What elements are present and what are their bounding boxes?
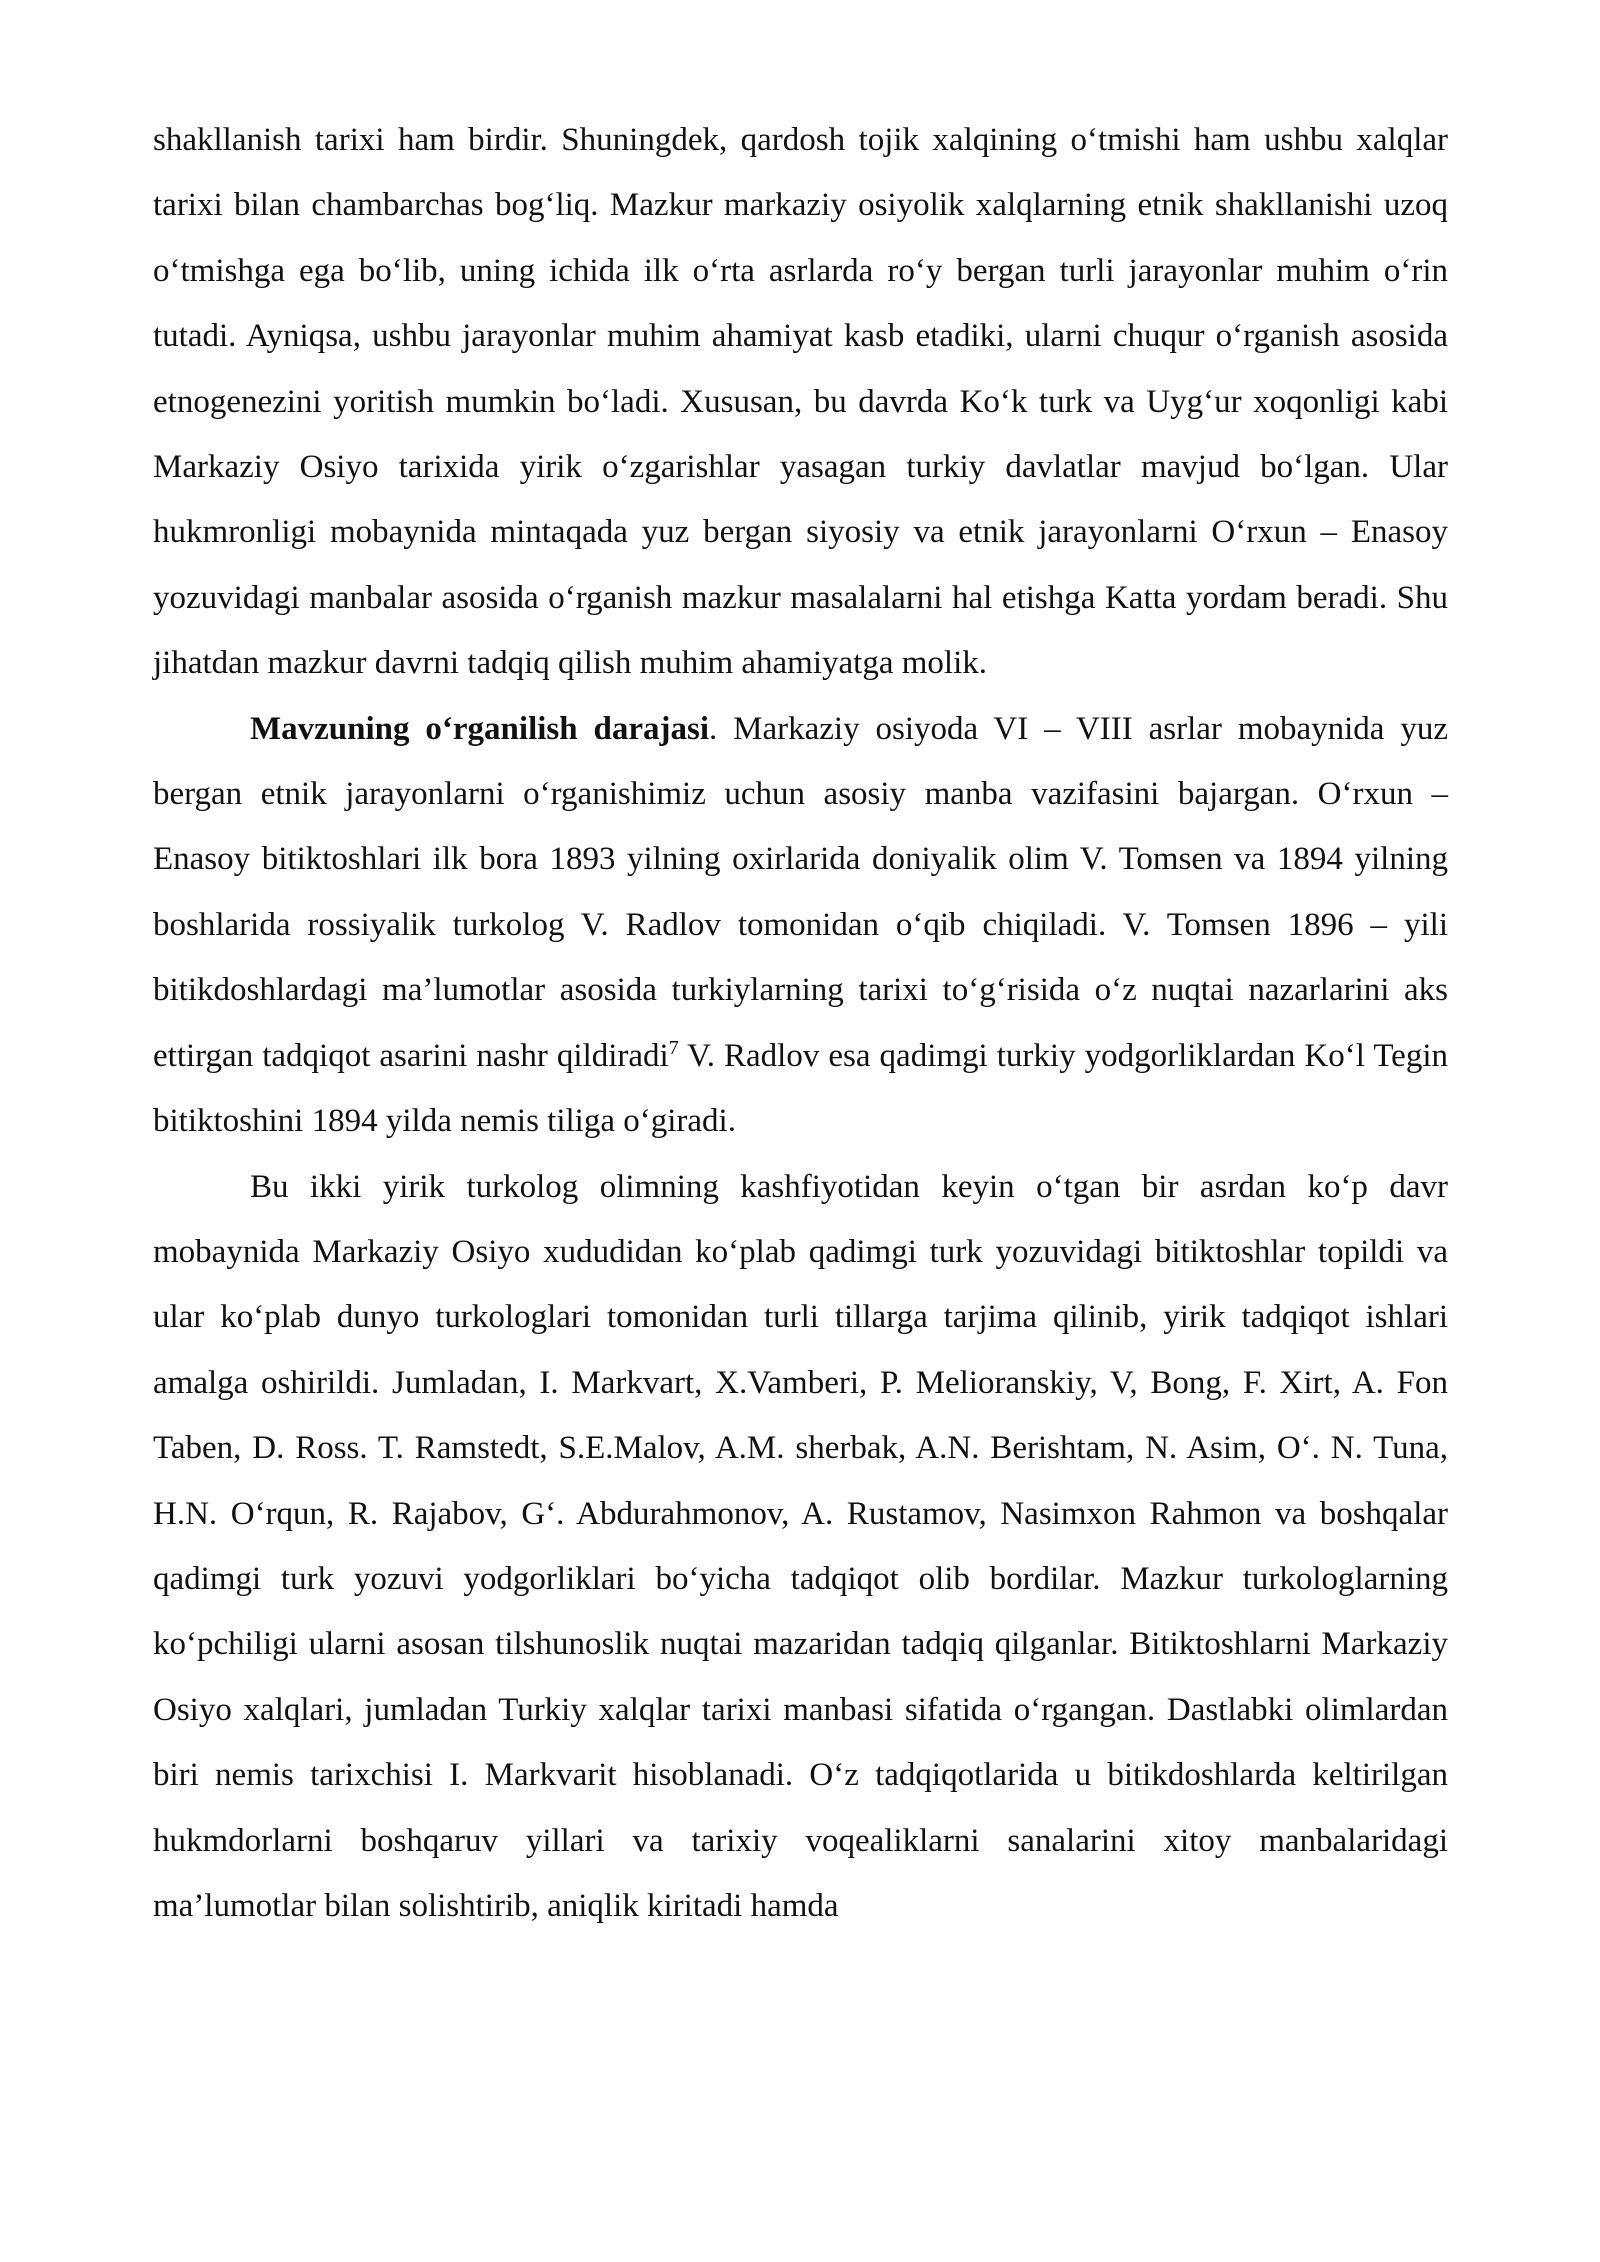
paragraph-intro-text: shakllanish tarixi ham birdir. Shuningdek, qardosh tojik xalqining o‘tmishi ham ushbu xalqlar tarixi bilan chambarchas bog‘liq. Mazkur markaziy osiyolik xalqlarning etnik shakllanishi uzoq o‘tmishga ega bo‘lib, uning ichida ilk o‘rta asrlarda ro‘y bergan turli jarayonlar muhim o‘rin tutadi. Ayniqsa, ushbu jarayonlar muhim ahamiyat kasb etadiki, ularni chuqur o‘rganish asosida etnogenezini yoritish mumkin bo‘ladi. Xususan, bu davrda Ko‘k turk va Uyg‘ur xoqonligi kabi Markaziy Osiyo tarixida yirik o‘zgarishlar yasagan turkiy davlatlar mavjud bo‘lgan. Ular hukmronligi mobaynida mintaqada yuz bergan siyosiy va etnik jarayonlarni O‘rxun – Enasoy yozuvidagi manbalar asosida o‘rganish mazkur masalalarni hal etishga Katta yordam beradi. Shu jihatdan mazkur davrni tadqiq qilish muhim ahamiyatga molik. [153, 122, 1448, 682]
footnote-reference[interactable]: 7 [668, 1036, 679, 1059]
paragraph-intro [153, 108, 1448, 697]
paragraph-study-level-text-continued: V. Radlov esa qadimgi turkiy yodgorliklardan Ko‘l Tegin bitiktoshini 1894 yilda nemis tiliga o‘giradi. [153, 1037, 1448, 1140]
document-page [153, 108, 1448, 1939]
paragraph-study-level [153, 697, 1448, 1155]
paragraph-turkologists [153, 1155, 1448, 1940]
section-heading-inline: Mavzuning o‘rganilish darajasi [250, 710, 709, 747]
paragraph-turkologists-text: Bu ikki yirik turkolog olimning kashfiyotidan keyin o‘tgan bir asrdan ko‘p davr mobaynida Markaziy Osiyo xududidan ko‘plab qadimgi turk yozuvidagi bitiktoshlar topildi va ular ko‘plab dunyo turkologlari tomonidan turli tillarga tarjima qilinib, yirik tadqiqot ishlari amalga oshirildi. Jumladan, I. Markvart, X.Vamberi, P. Melioranskiy, V, Bong, F. Xirt, A. Fon Taben, D. Ross. T. Ramstedt, S.E.Malov, A.M. sherbak, A.N. Berishtam, N. Asim, O‘. N. Tuna, H.N. O‘rqun, R. Rajabov, G‘. Abdurahmonov, A. Rustamov, Nasimxon Rahmon va boshqalar qadimgi turk yozuvi yodgorliklari bo‘yicha tadqiqot olib bordilar. Mazkur turkologlarning ko‘pchiligi ularni asosan tilshunoslik nuqtai mazaridan tadqiq qilganlar. Bitiktoshlarni Markaziy Osiyo xalqlari, jumladan Turkiy xalqlar tarixi manbasi sifatida o‘rgangan. Dastlabki olimlardan biri nemis tarixchisi I. Markvarit hisoblanadi. O‘z tadqiqotlarida u bitikdoshlarda keltirilgan hukmdorlarni boshqaruv yillari va tarixiy voqealiklarni sanalarini xitoy manbalaridagi ma’lumotlar bilan solishtirib, aniqlik kiritadi hamda [153, 1168, 1448, 1924]
paragraph-study-level-text: . Markaziy osiyoda VI – VIII asrlar mobaynida yuz bergan etnik jarayonlarni o‘rganishimiz uchun asosiy manba vazifasini bajargan. O‘rxun – Enasoy bitiktoshlari ilk bora 1893 yilning oxirlarida doniyalik olim V. Tomsen va 1894 yilning boshlarida rossiyalik turkolog V. Radlov tomonidan o‘qib chiqiladi. V. Tomsen 1896 – yili bitikdoshlardagi ma’lumotlar asosida turkiylarning tarixi to‘g‘risida o‘z nuqtai nazarlarini aks ettirgan tadqiqot asarini nashr qildiradi [153, 710, 1448, 1074]
